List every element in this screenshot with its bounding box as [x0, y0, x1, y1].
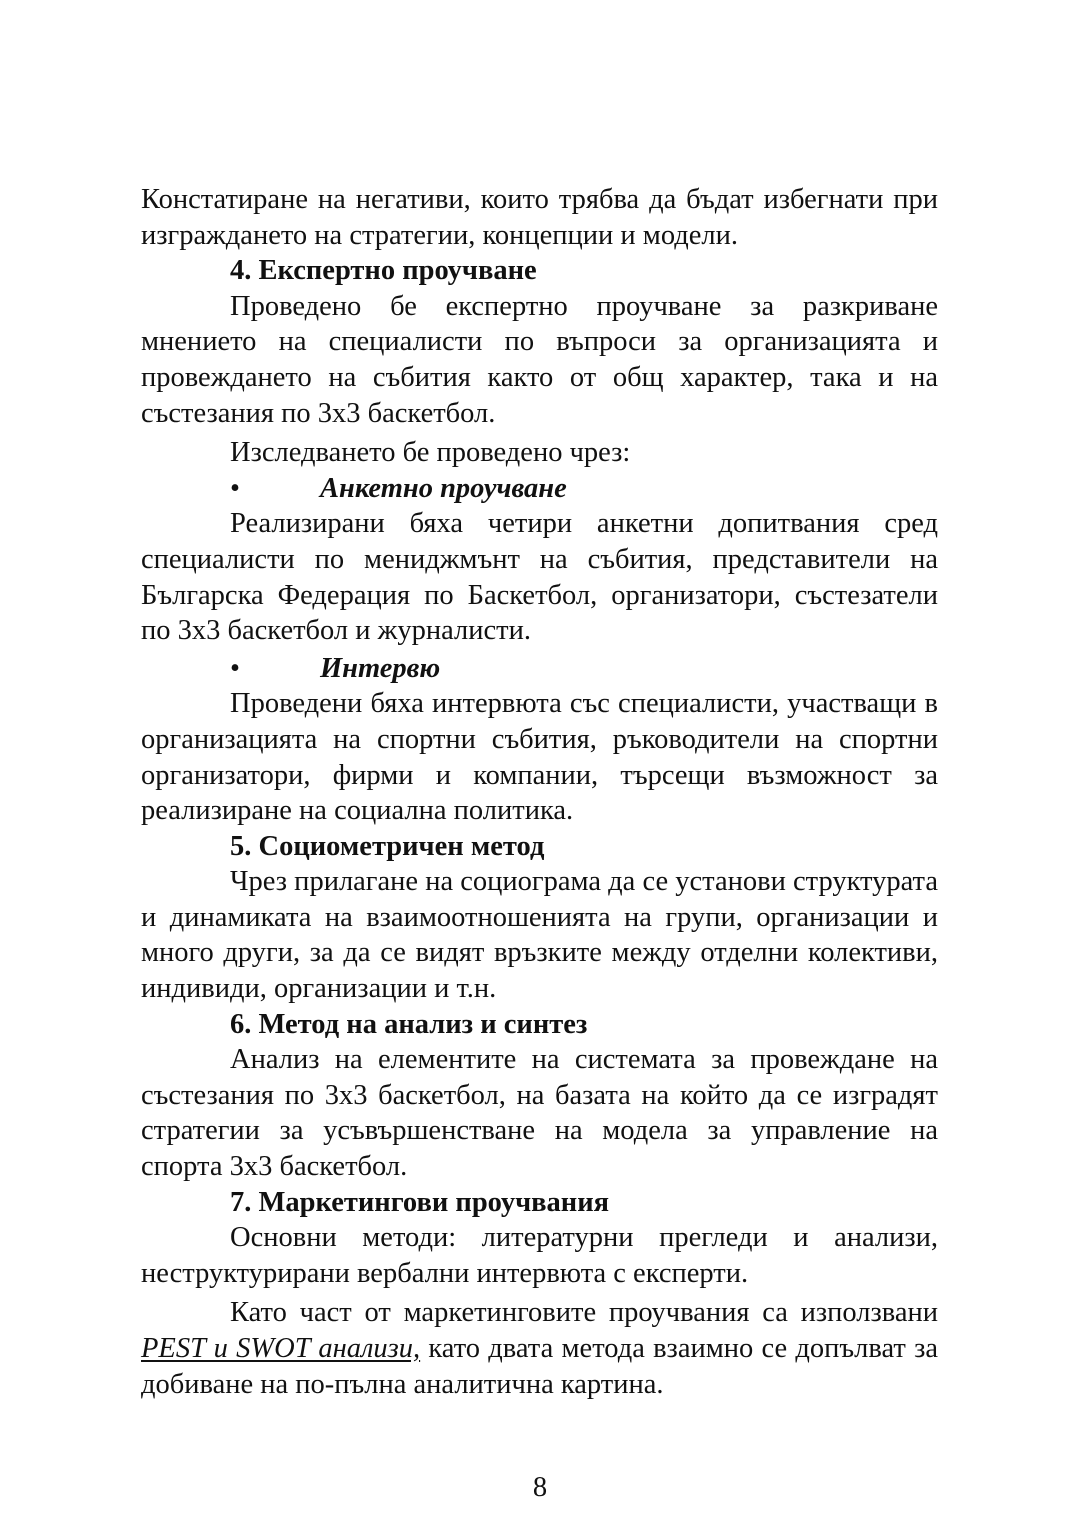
section-7-heading: 7. Маркетингови проучвания [230, 1186, 610, 1218]
section-6-paragraph: Анализ на елементите на системата за провеждане на състезания по 3х3 баскетбол, на базата на който да се изградят стратегии за усъвършенстване на модела за управление на спорта 3х3 баскетбол. [141, 1044, 938, 1183]
sub-item-survey-text: Реализирани бяха четири анкетни допитвания сред специалисти по мениджмънт на събития, представители на Българска Федерация по Баскетбол, организатори, състезатели по 3х3 баскетбол и журналисти. [141, 508, 938, 647]
page-number: 8 [532, 1472, 548, 1503]
section-7-paragraph-2 [141, 1295, 938, 1402]
section-7-p2-end: като двата метода взаимно се допълват за добиване на по-пълна аналитична картина. [141, 1333, 938, 1400]
sub-item-interview-text: Проведени бяха интервюта със специалисти, участващи в организацията на спортни събития, ръководители на спортни организатори, фирми и компании, търсещи възможност за реализиране на социална политика. [141, 688, 938, 827]
section-7-paragraph: Основни методи: литературни прегледи и анализи, неструктурирани вербални интервюта с експерти. [141, 1222, 938, 1289]
section-4-heading: 4. Експертно проучване [230, 255, 537, 287]
sub-item-survey [141, 471, 938, 507]
section-5-paragraph: Чрез прилагане на социограма да се установи структурата и динамиката на взаимоотношенията на групи, организации и много други, за да се видят връзките между отделни колективи, индивиди, организации и т.н. [141, 866, 938, 1005]
intro-paragraph: Констатиране на негативи, които трябва да бъдат избегнати при изграждането на стратегии, концепции и модели. [141, 184, 938, 251]
section-7-p2-start: Като част от маркетинговите проучвания са използвани [230, 1297, 938, 1329]
bullet-icon: • [230, 652, 240, 684]
page-body [141, 182, 938, 1402]
section-4-method-intro: Изследването бе проведено чрез: [230, 437, 631, 469]
section-6-heading: 6. Метод на анализ и синтез [230, 1008, 588, 1040]
sub-item-interview [141, 651, 938, 687]
section-5-heading: 5. Социометричен метод [230, 830, 545, 862]
bullet-icon: • [230, 472, 240, 504]
pest-swot-reference: PEST и SWOT анализи, [141, 1333, 421, 1364]
section-4-paragraph: Проведено бе експертно проучване за разкриване мнението на специалисти по въпроси за организацията и провеждането на събития както от общ характер, така и на състезания по 3х3 баскетбол. [141, 290, 938, 429]
sub-item-interview-title: Интервю [320, 652, 441, 684]
sub-item-survey-title: Анкетно проучване [320, 472, 567, 504]
